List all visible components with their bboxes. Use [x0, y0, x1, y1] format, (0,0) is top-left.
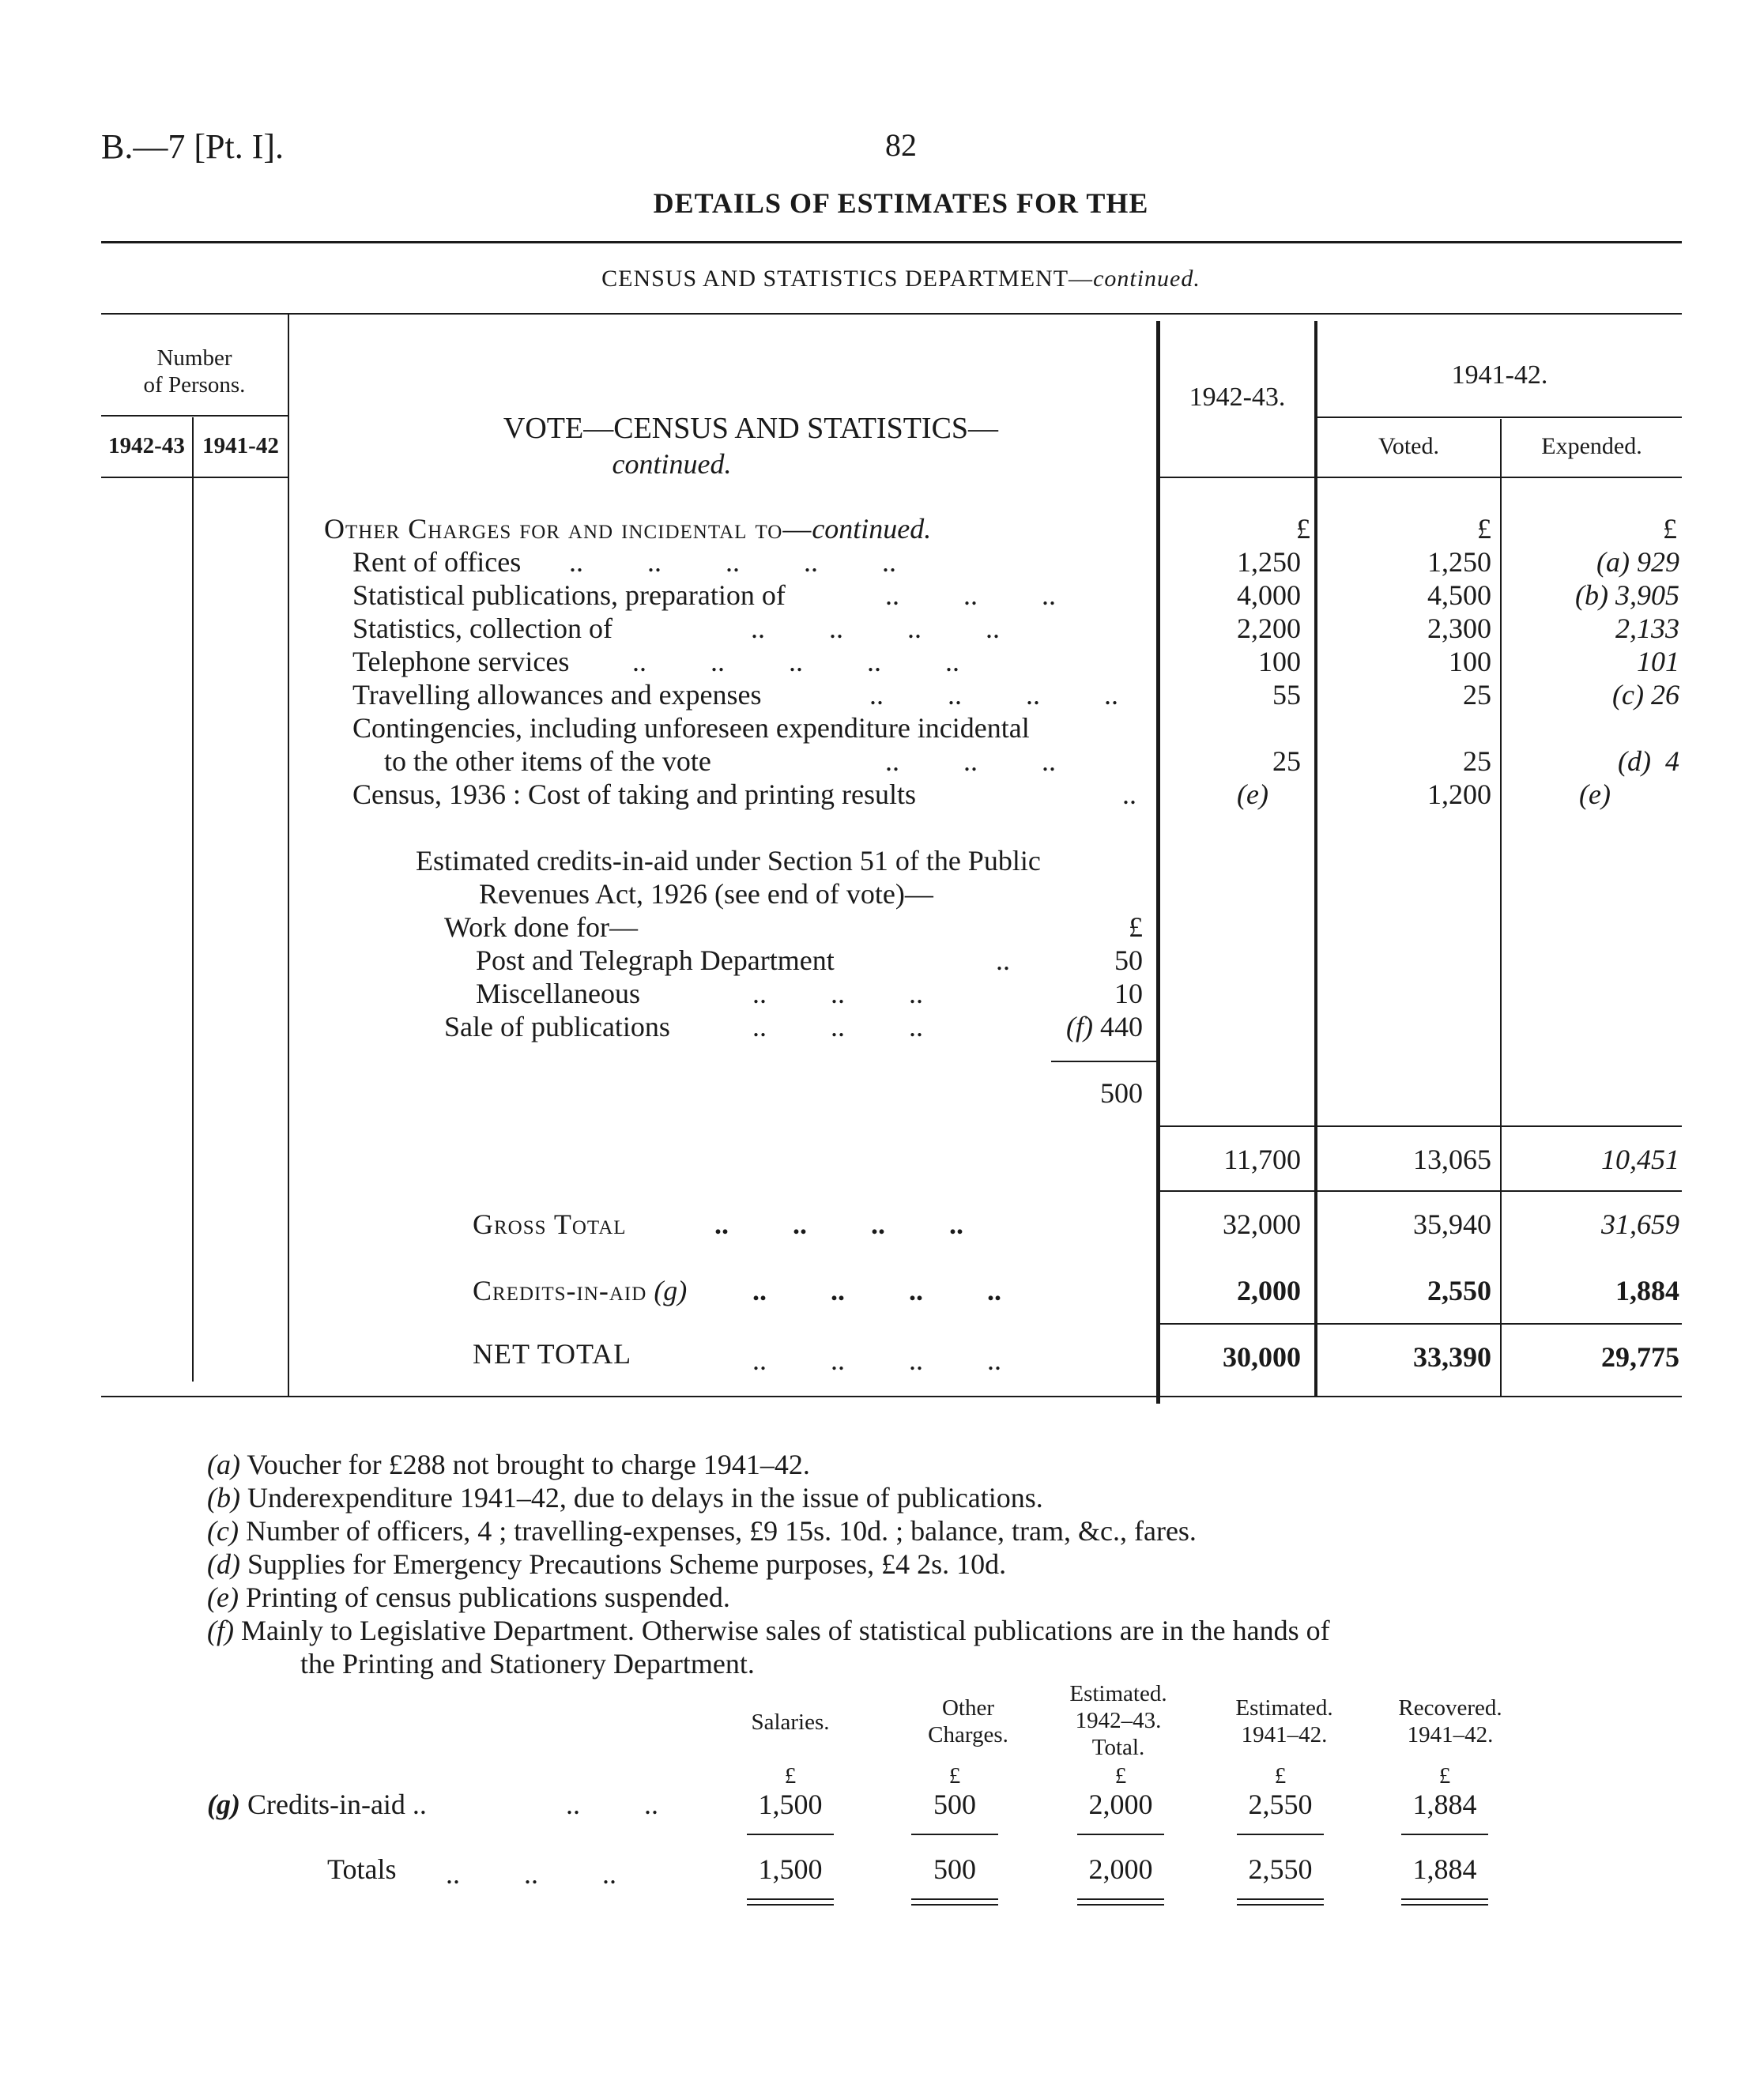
small-header-recovered: [1375, 1695, 1525, 1748]
small-header-est-line2: 1942–43.: [1075, 1708, 1162, 1733]
contingencies-voted: 25: [1463, 745, 1491, 777]
net-total-dots: .. .. .. ..: [752, 1344, 1001, 1376]
footnote-ref: (c): [1612, 679, 1644, 711]
row-value-expended: [1502, 545, 1679, 579]
table-top-rule: [101, 313, 1682, 315]
credit-item-value: 10: [1114, 978, 1143, 1009]
small-total-cell: 1,884: [1412, 1853, 1477, 1885]
footnote: [207, 1481, 1043, 1514]
footnote-text: Supplies for Emergency Precautions Scheme purposes, £4 2s. 10d.: [247, 1548, 1007, 1580]
footnote-mark: (c): [207, 1515, 239, 1547]
footnote: [207, 1514, 1197, 1547]
credits-in-aid-voted: 2,550: [1427, 1275, 1491, 1306]
sum-rule: [1077, 1834, 1164, 1835]
gross-total-voted: 35,940: [1413, 1208, 1491, 1240]
footnote-text: Mainly to Legislative Department. Otherwise sales of statistical publications are in the hands of: [240, 1615, 1330, 1646]
gross-total-expended: 31,659: [1601, 1208, 1679, 1240]
small-header-est41-line1: Estimated.: [1235, 1695, 1333, 1721]
row-value-1942: 4,000: [1237, 579, 1301, 611]
census-label: Census, 1936 : Cost of taking and printing results: [352, 778, 916, 810]
footnote-ref: (g): [654, 1275, 688, 1306]
pound-voted: £: [1477, 513, 1491, 545]
footnote-ref: (a): [1596, 546, 1630, 578]
small-header-rec-line2: 1941–42.: [1407, 1722, 1494, 1747]
sum-rule: [1401, 1834, 1488, 1835]
small-total-cell: 2,550: [1248, 1853, 1313, 1885]
footnote-text: Underexpenditure 1941–42, due to delays in the issue of publications.: [247, 1482, 1043, 1514]
net-total-1942: 30,000: [1223, 1341, 1301, 1373]
census-voted: 1,200: [1427, 778, 1491, 810]
row-value-expended: [1502, 579, 1679, 612]
footnote-text: Voucher for £288 not brought to charge 1941–42.: [247, 1449, 810, 1480]
sum-rule: [1237, 1834, 1324, 1835]
col-header-expended: Expended.: [1541, 433, 1642, 459]
credits-pound: £: [1129, 911, 1143, 943]
small-header-est-line3: Total.: [1091, 1735, 1145, 1760]
small-cell: 500: [933, 1789, 976, 1820]
sum-rule: [747, 1834, 834, 1835]
credit-value: 440: [1100, 1011, 1143, 1042]
page-title: DETAILS OF ESTIMATES FOR THE: [653, 187, 1149, 219]
persons-label-line1: Number: [156, 345, 232, 371]
footnote-ref: (f): [1066, 1011, 1093, 1042]
credit-item-label: Miscellaneous: [476, 978, 640, 1009]
section-heading-continued: continued.: [812, 513, 932, 545]
expended-value: 3,905: [1615, 579, 1679, 611]
double-rule: [1237, 1904, 1324, 1906]
small-header-estimated-1942: [1051, 1680, 1185, 1761]
footnote-text: Printing of census publications suspended.: [245, 1581, 730, 1613]
net-total-voted: 33,390: [1413, 1341, 1491, 1373]
row-label: Rent of offices: [352, 546, 522, 578]
row-dots: .. .. .. ..: [751, 613, 1000, 644]
footnote-mark: (g): [207, 1789, 240, 1820]
small-header-rec-line1: Recovered.: [1398, 1695, 1502, 1721]
footnote: [207, 1448, 810, 1481]
row-value-expended: [1502, 678, 1679, 711]
contingencies-label-line1: Contingencies, including unforeseen expenditure incidental: [352, 712, 1030, 744]
row-value-voted: 100: [1449, 646, 1491, 677]
net-rule: [1159, 1323, 1682, 1325]
credits-total: 500: [1100, 1077, 1143, 1109]
double-rule: [747, 1898, 834, 1900]
small-header-other: [905, 1695, 1031, 1748]
small-pound: £: [948, 1763, 961, 1789]
small-pound: £: [1438, 1763, 1451, 1789]
pound-1942: £: [1296, 513, 1310, 545]
contingencies-1942: 25: [1272, 745, 1301, 777]
persons-col-1942: 1942-43: [108, 433, 185, 458]
pound-expended: £: [1663, 513, 1677, 545]
small-cell: 1,884: [1412, 1789, 1477, 1820]
small-header-est41-line2: 1941–42.: [1241, 1722, 1328, 1747]
double-rule: [1401, 1904, 1488, 1906]
header-bottom-rule: [1159, 477, 1682, 478]
row-value-1942: 2,200: [1237, 613, 1301, 644]
persons-col-divider: [192, 417, 194, 1382]
credits-work-done: Work done for—: [444, 911, 639, 943]
credit-item-dots: ..: [996, 944, 1010, 976]
expended-value: 929: [1637, 546, 1679, 578]
credits-in-aid-label: [473, 1274, 687, 1307]
credits-in-aid-expended: 1,884: [1615, 1275, 1679, 1306]
double-rule: [1401, 1898, 1488, 1900]
header-rule: [101, 241, 1682, 243]
row-dots: .. .. .. .. ..: [632, 646, 959, 677]
row-dots: .. .. ..: [885, 745, 1056, 777]
department-heading: [395, 266, 1407, 292]
contingencies-expended: [1502, 745, 1679, 778]
page-number: 82: [885, 127, 917, 163]
small-total-cell: 1,500: [758, 1853, 823, 1885]
vote-title: VOTE—CENSUS AND STATISTICS—: [503, 412, 999, 445]
row-label: Telephone services: [352, 646, 570, 677]
credit-item-dots: .. .. ..: [752, 1011, 923, 1042]
footnote-mark: (b): [207, 1482, 240, 1514]
row-value-voted: 1,250: [1427, 546, 1491, 578]
row-value-1942: 1,250: [1237, 546, 1301, 578]
col-header-1941: 1941-42.: [1451, 360, 1548, 390]
small-totals-dots: .. .. ..: [446, 1858, 616, 1890]
double-rule: [1077, 1904, 1164, 1906]
footnote-f-continued: the Printing and Stationery Department.: [300, 1648, 755, 1679]
table-bottom-rule: [101, 1396, 1682, 1397]
expended-value: 26: [1651, 679, 1679, 711]
gross-rule: [1159, 1190, 1682, 1192]
small-row-dots: .. ..: [566, 1789, 658, 1820]
section-heading: [324, 512, 931, 545]
credit-item-label: Sale of publications: [444, 1011, 670, 1042]
department-continued: continued.: [1093, 266, 1200, 292]
footnote-ref: (b): [1575, 579, 1608, 611]
net-total-label: NET TOTAL: [473, 1338, 632, 1370]
year-1941-rule: [1314, 417, 1682, 418]
row-label: Statistics, collection of: [352, 613, 612, 644]
small-row-label-text: Credits-in-aid ..: [247, 1789, 427, 1820]
small-cell: 2,000: [1088, 1789, 1153, 1820]
persons-sub-rule: [101, 477, 288, 478]
small-row-label: [207, 1788, 427, 1821]
gross-total-dots: .. .. .. ..: [714, 1208, 963, 1240]
small-pound: £: [1274, 1763, 1287, 1789]
row-value-1942: 100: [1258, 646, 1301, 677]
footnote: [207, 1614, 1330, 1647]
subtotal-rule: [1159, 1125, 1682, 1127]
row-value-voted: 2,300: [1427, 613, 1491, 644]
row-value-expended: 101: [1637, 646, 1679, 677]
double-rule: [747, 1904, 834, 1906]
credits-in-aid-text: Credits-in-aid: [473, 1275, 647, 1306]
row-value-voted: 25: [1463, 679, 1491, 711]
section-heading-text: Other Charges for and incidental to—: [324, 513, 812, 545]
row-dots: .. .. .. .. ..: [569, 546, 896, 578]
page-code: B.—7 [Pt. I].: [101, 127, 284, 166]
footnote-mark: (d): [207, 1548, 240, 1580]
double-rule: [911, 1898, 998, 1900]
footnote-mark: (f): [207, 1615, 234, 1646]
credit-item-value: [1027, 1010, 1143, 1043]
persons-label-line2: of Persons.: [143, 372, 246, 398]
small-header-est-line1: Estimated.: [1069, 1681, 1167, 1706]
credits-total-rule: [1051, 1061, 1156, 1062]
row-label: Statistical publications, preparation of: [352, 579, 786, 611]
subtotal-1942: 11,700: [1223, 1144, 1301, 1175]
credit-item-label: Post and Telegraph Department: [476, 944, 835, 976]
gross-total-label: Gross Total: [473, 1208, 627, 1240]
persons-divider: [288, 313, 289, 1396]
contingencies-label-line2: to the other items of the vote: [384, 745, 711, 777]
row-dots: .. .. .. ..: [869, 679, 1118, 711]
footnote: [207, 1581, 730, 1614]
subtotal-expended: 10,451: [1601, 1144, 1679, 1175]
small-total-cell: 2,000: [1088, 1853, 1153, 1885]
row-value-expended: 2,133: [1615, 613, 1679, 644]
footnote: [207, 1547, 1006, 1581]
small-cell: 2,550: [1248, 1789, 1313, 1820]
small-cell: 1,500: [758, 1789, 823, 1820]
row-dots: .. .. ..: [885, 579, 1056, 611]
row-value-1942: 55: [1272, 679, 1301, 711]
small-total-cell: 500: [933, 1853, 976, 1885]
small-header-other-line1: Other: [941, 1695, 995, 1721]
double-rule: [1077, 1898, 1164, 1900]
subtotal-voted: 13,065: [1413, 1144, 1491, 1175]
credits-line2: Revenues Act, 1926 (see end of vote)—: [479, 878, 933, 910]
row-label: Travelling allowances and expenses: [352, 679, 762, 711]
persons-label: [101, 345, 288, 398]
small-header-estimated-1941: [1209, 1695, 1359, 1748]
department-name: CENSUS AND STATISTICS DEPARTMENT—: [601, 266, 1094, 292]
row-value-voted: 4,500: [1427, 579, 1491, 611]
footnote-ref: (d): [1618, 745, 1651, 777]
credit-item-value: 50: [1114, 944, 1143, 976]
credits-line1: Estimated credits-in-aid under Section 51 of the Public: [416, 845, 1041, 876]
census-1942: (e): [1237, 778, 1268, 810]
small-totals-label: Totals: [327, 1853, 397, 1885]
credits-in-aid-dots: .. .. .. ..: [752, 1275, 1001, 1306]
net-total-expended: 29,775: [1601, 1341, 1679, 1373]
expended-value: 4: [1665, 745, 1679, 777]
credits-in-aid-1942: 2,000: [1237, 1275, 1301, 1306]
col-header-1942: 1942-43.: [1189, 383, 1286, 412]
footnote-text: Number of officers, 4 ; travelling-expenses, £9 15s. 10d. ; balance, tram, &c., fares.: [245, 1515, 1197, 1547]
sum-rule: [911, 1834, 998, 1835]
col-header-voted: Voted.: [1378, 433, 1439, 459]
small-header-salaries: Salaries.: [751, 1710, 830, 1735]
credit-item-dots: .. .. ..: [752, 978, 923, 1009]
gross-total-1942: 32,000: [1223, 1208, 1301, 1240]
persons-col-1941: 1941-42: [202, 433, 279, 458]
vote-continued: continued.: [612, 448, 732, 480]
footnote-mark: (e): [207, 1581, 239, 1613]
footnote-mark: (a): [207, 1449, 240, 1480]
small-pound: £: [784, 1763, 797, 1789]
small-header-other-line2: Charges.: [928, 1722, 1008, 1747]
census-expended: (e): [1579, 778, 1611, 810]
double-rule: [1237, 1898, 1324, 1900]
small-pound: £: [1114, 1763, 1127, 1789]
col-1942-left: [1156, 321, 1160, 1404]
persons-header-rule: [101, 415, 288, 417]
row-dots: ..: [1122, 778, 1136, 810]
double-rule: [911, 1904, 998, 1906]
